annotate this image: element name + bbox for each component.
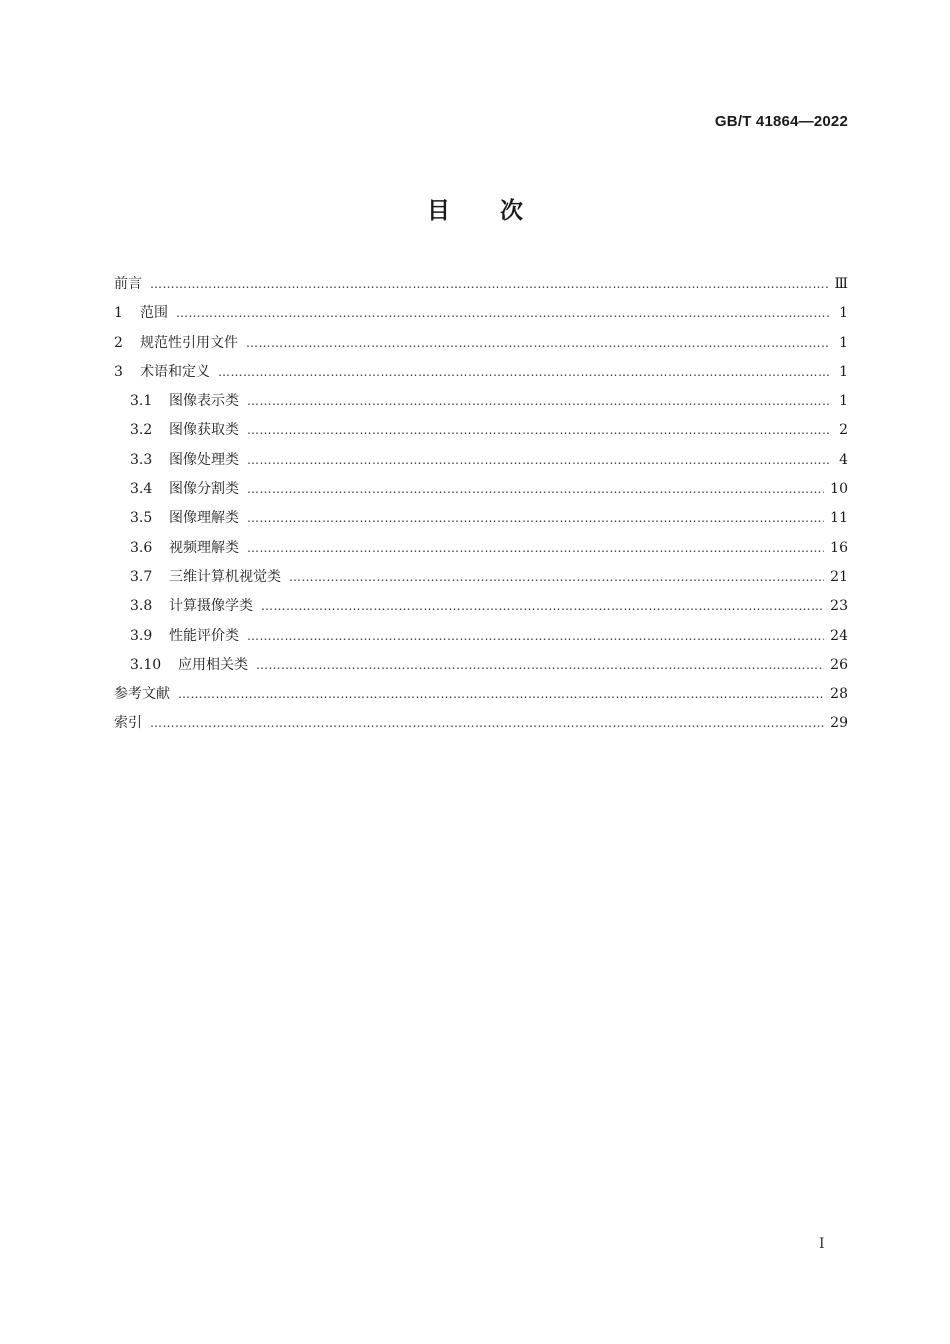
toc-entry-label: 三维计算机视觉类 xyxy=(169,568,281,585)
toc-entry[interactable] xyxy=(114,303,848,332)
document-code: GB/T 41864—2022 xyxy=(714,113,848,130)
toc-entry-page: 29 xyxy=(830,715,848,732)
toc-entry-number: 3.1 xyxy=(130,393,153,410)
toc-entry-page: 11 xyxy=(830,510,848,527)
toc-entry-label: 参考文献 xyxy=(114,686,170,703)
toc-leader-dots xyxy=(246,333,830,353)
toc-entry[interactable] xyxy=(114,274,848,303)
toc-leader-dots xyxy=(247,508,824,528)
toc-entry-page: 2 xyxy=(839,422,848,439)
toc-entry-number: 3.4 xyxy=(130,481,153,498)
page-number: I xyxy=(819,1236,825,1252)
toc-entry-number: 3 xyxy=(114,363,123,380)
toc-entry[interactable] xyxy=(114,508,848,537)
table-of-contents xyxy=(114,274,848,743)
toc-leader-dots xyxy=(247,538,824,558)
toc-entry-label: 图像理解类 xyxy=(169,510,239,527)
toc-entry[interactable] xyxy=(114,713,848,742)
toc-entry-label: 性能评价类 xyxy=(169,627,239,644)
toc-entry[interactable] xyxy=(114,684,848,713)
toc-entry-label: 应用相关类 xyxy=(178,656,248,673)
toc-leader-dots xyxy=(247,450,830,470)
toc-entry-number: 3.6 xyxy=(130,539,153,556)
toc-entry-label: 图像处理类 xyxy=(169,451,239,468)
toc-entry-label: 计算摄像学类 xyxy=(169,598,253,615)
toc-entry[interactable] xyxy=(114,567,848,596)
toc-entry[interactable] xyxy=(114,362,848,391)
toc-entry-label: 范围 xyxy=(140,305,168,322)
toc-entry[interactable] xyxy=(114,333,848,362)
toc-entry-page: 1 xyxy=(839,334,848,351)
toc-leader-dots xyxy=(176,303,830,323)
toc-leader-dots xyxy=(150,274,828,294)
toc-leader-dots xyxy=(261,596,824,616)
toc-entry[interactable] xyxy=(114,626,848,655)
toc-entry-number: 3.3 xyxy=(130,451,153,468)
toc-entry-label: 图像分割类 xyxy=(169,481,239,498)
toc-leader-dots xyxy=(247,479,824,499)
toc-leader-dots xyxy=(256,655,824,675)
toc-entry[interactable] xyxy=(114,538,848,567)
toc-entry-page: 23 xyxy=(830,598,848,615)
toc-entry-label: 视频理解类 xyxy=(169,539,239,556)
toc-entry-page: 21 xyxy=(830,568,848,585)
toc-leader-dots xyxy=(218,362,830,382)
toc-entry-label: 索引 xyxy=(114,715,142,732)
toc-entry-page: 1 xyxy=(839,363,848,380)
toc-leader-dots xyxy=(247,420,830,440)
toc-entry[interactable] xyxy=(114,596,848,625)
toc-entry-page: 4 xyxy=(839,451,848,468)
toc-entry[interactable] xyxy=(114,479,848,508)
toc-leader-dots xyxy=(178,684,824,704)
toc-entry-page: 24 xyxy=(830,627,848,644)
toc-entry-page: 26 xyxy=(830,656,848,673)
toc-entry-label: 规范性引用文件 xyxy=(140,334,238,351)
page-title: 目次 xyxy=(427,198,573,224)
toc-entry-page: 10 xyxy=(830,481,848,498)
toc-entry-label: 图像表示类 xyxy=(169,393,239,410)
toc-entry-number: 3.9 xyxy=(130,627,153,644)
toc-entry-number: 3.7 xyxy=(130,568,153,585)
toc-leader-dots xyxy=(247,391,830,411)
toc-entry-label: 术语和定义 xyxy=(140,363,210,380)
toc-entry-number: 3.8 xyxy=(130,598,153,615)
toc-entry-page: 28 xyxy=(830,686,848,703)
toc-leader-dots xyxy=(150,713,824,733)
toc-entry-page: 1 xyxy=(839,305,848,322)
toc-entry-number: 2 xyxy=(114,334,123,351)
toc-entry-page: 16 xyxy=(830,539,848,556)
toc-entry-number: 1 xyxy=(114,305,123,322)
toc-entry-label: 前言 xyxy=(114,276,142,292)
toc-entry-number: 3.10 xyxy=(130,656,162,673)
toc-entry[interactable] xyxy=(114,391,848,420)
toc-entry-page: Ⅲ xyxy=(834,276,848,292)
toc-leader-dots xyxy=(289,567,824,587)
toc-entry-number: 3.5 xyxy=(130,510,153,527)
toc-entry[interactable] xyxy=(114,450,848,479)
toc-entry-label: 图像获取类 xyxy=(169,422,239,439)
toc-entry[interactable] xyxy=(114,655,848,684)
toc-entry-number: 3.2 xyxy=(130,422,153,439)
toc-leader-dots xyxy=(247,626,824,646)
toc-entry[interactable] xyxy=(114,420,848,449)
toc-entry-page: 1 xyxy=(839,393,848,410)
